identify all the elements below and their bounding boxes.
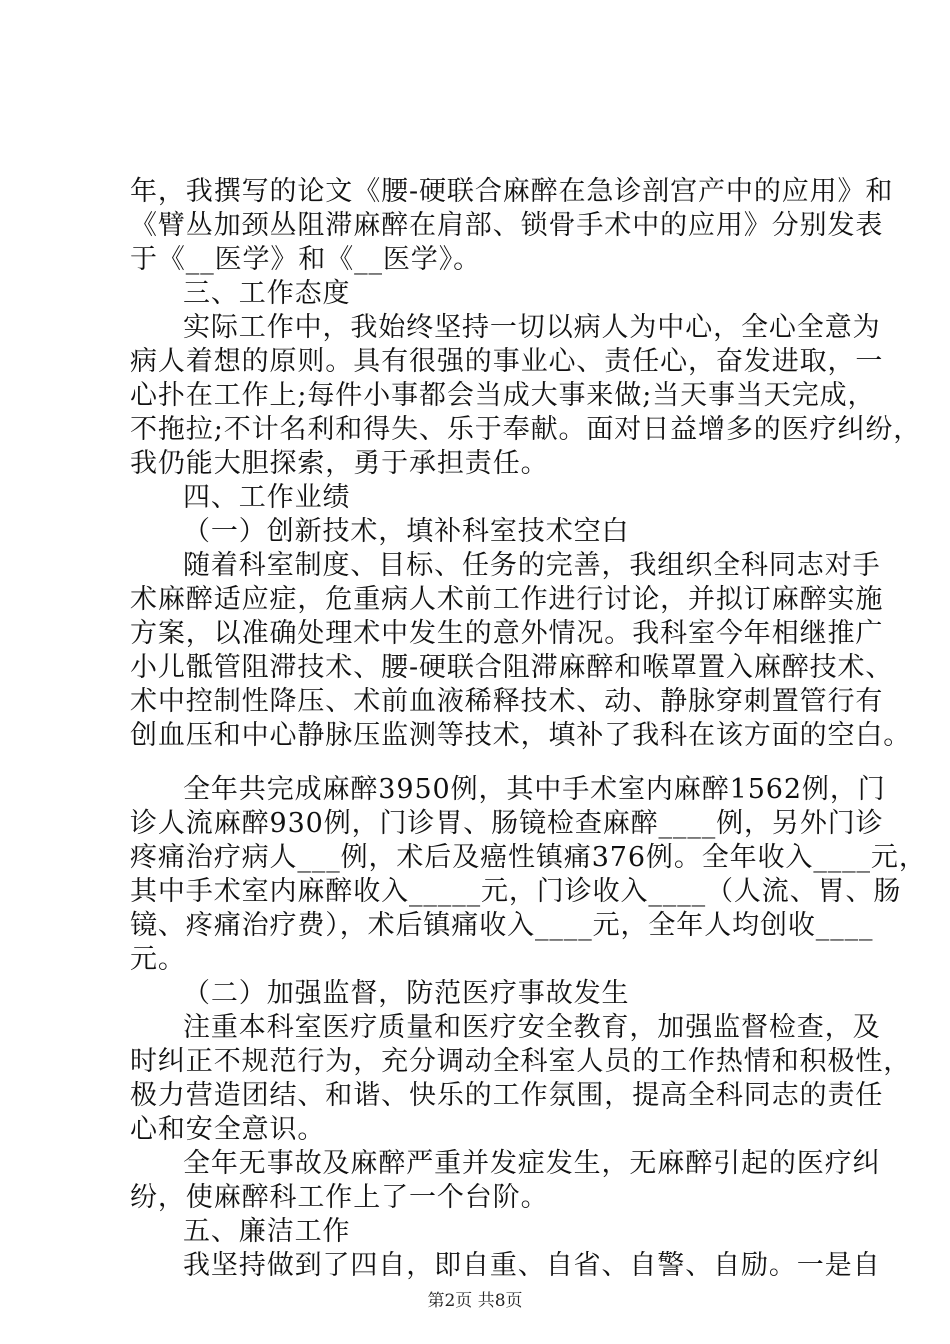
text-line: 病人着想的原则。具有很强的事业心、责任心，奋发进取，一 xyxy=(130,346,884,377)
text-line: 其中手术室内麻醉收入_____元，门诊收入____（人流、胃、肠 xyxy=(130,876,902,907)
section-heading: 四、工作业绩 xyxy=(183,482,351,513)
subsection-heading: （二）加强监督，防范医疗事故发生 xyxy=(183,978,630,1009)
text-line: 《臂丛加颈丛阻滞麻醉在肩部、锁骨手术中的应用》分别发表 xyxy=(130,210,884,241)
section-heading: 三、工作态度 xyxy=(183,278,351,309)
text-line: 小儿骶管阻滞技术、腰-硬联合阻滞麻醉和喉罩置入麻醉技术、 xyxy=(130,652,894,683)
text-line: 纷，使麻醉科工作上了一个台阶。 xyxy=(130,1182,549,1213)
text-line: 元。 xyxy=(130,944,186,975)
text-line: 年，我撰写的论文《腰-硬联合麻醉在急诊剖宫产中的应用》和 xyxy=(130,176,894,207)
text-line: 创血压和中心静脉压监测等技术，填补了我科在该方面的空白。 xyxy=(130,720,912,751)
text-line: 不拖拉;不计名利和得失、乐于奉献。面对日益增多的医疗纠纷， xyxy=(130,414,922,445)
text-line: 于《__医学》和《__医学》。 xyxy=(130,244,481,275)
page-indicator: 第2页 共8页 xyxy=(427,1291,523,1311)
section-heading: 五、廉洁工作 xyxy=(183,1216,351,1247)
subsection-heading: （一）创新技术，填补科室技术空白 xyxy=(183,516,630,547)
text-line: 方案，以准确处理术中发生的意外情况。我科室今年相继推广 xyxy=(130,618,884,649)
text-line: 全年无事故及麻醉严重并发症发生，无麻醉引起的医疗纠 xyxy=(183,1148,881,1179)
text-line: 实际工作中，我始终坚持一切以病人为中心，全心全意为 xyxy=(183,312,881,343)
text-line: 疼痛治疗病人___例，术后及癌性镇痛376例。全年收入____元， xyxy=(130,842,927,873)
text-line: 随着科室制度、目标、任务的完善，我组织全科同志对手 xyxy=(183,550,881,581)
text-line: 注重本科室医疗质量和医疗安全教育，加强监督检查，及 xyxy=(183,1012,881,1043)
text-line: 镜、疼痛治疗费），术后镇痛收入____元，全年人均创收____ xyxy=(130,910,874,941)
text-line: 心扑在工作上;每件小事都会当成大事来做;当天事当天完成， xyxy=(130,380,876,411)
text-line: 我仍能大胆探索，勇于承担责任。 xyxy=(130,448,549,479)
text-line: 术中控制性降压、术前血液稀释技术、动、静脉穿刺置管行有 xyxy=(130,686,884,717)
text-line: 全年共完成麻醉3950例，其中手术室内麻醉1562例，门 xyxy=(183,774,886,805)
text-line: 时纠正不规范行为，充分调动全科室人员的工作热情和积极性， xyxy=(130,1046,912,1077)
text-line: 极力营造团结、和谐、快乐的工作氛围，提高全科同志的责任 xyxy=(130,1080,884,1111)
text-line: 心和安全意识。 xyxy=(130,1114,326,1145)
text-line: 诊人流麻醉930例，门诊胃、肠镜检查麻醉____例，另外门诊 xyxy=(130,808,884,839)
text-line: 术麻醉适应症，危重病人术前工作进行讨论，并拟订麻醉实施 xyxy=(130,584,884,615)
text-line: 我坚持做到了四自，即自重、自省、自警、自励。一是自 xyxy=(183,1250,881,1281)
